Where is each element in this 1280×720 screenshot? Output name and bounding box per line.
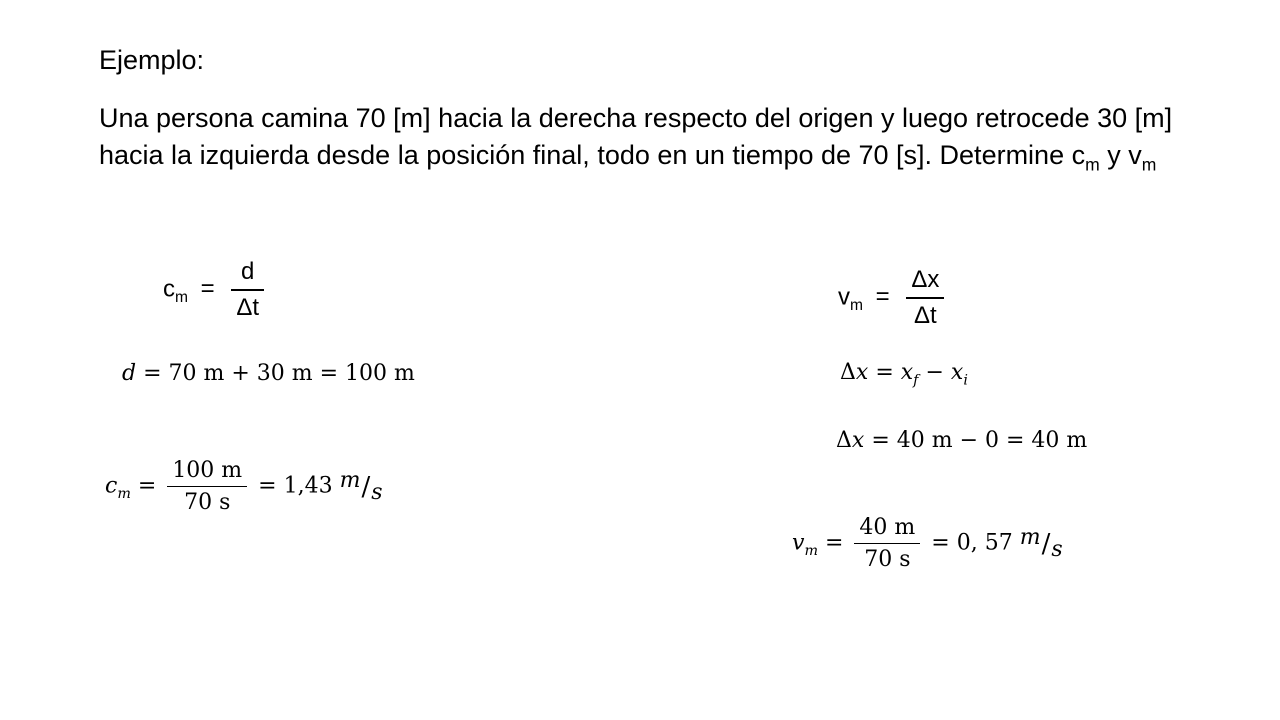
result-fraction (167, 458, 247, 515)
distance-expression: = 70 m + 30 m = 100 m (143, 361, 415, 386)
unit-meters-per-second: m/s (1019, 524, 1063, 562)
result-lhs-sub: m (804, 542, 818, 559)
displacement-definition: $\Delta x = x_f - x_i$ (840, 360, 968, 389)
vm-subscript: m (1141, 154, 1157, 175)
formula-fraction (906, 266, 944, 330)
distance-equation: d = 70 m + 30 m = 100 m (122, 361, 415, 386)
fraction-denominator: Δt (914, 302, 937, 329)
equals-sign: = (875, 283, 890, 311)
formula-lhs: c (163, 275, 175, 303)
fraction-numerator: 40 m (854, 515, 920, 544)
result-lhs: c (105, 473, 118, 499)
delta-symbol: Δ (836, 428, 852, 453)
average-velocity-formula (838, 266, 948, 330)
formula-lhs-sub: m (175, 289, 188, 307)
unit-denominator: s (371, 479, 383, 505)
unit-denominator: s (1051, 536, 1063, 562)
result-fraction (854, 515, 920, 572)
formula-fraction (231, 258, 264, 322)
displacement-expression: = 40 m − 0 = 40 m (871, 428, 1088, 453)
formula-lhs-sub: m (850, 297, 863, 315)
formula-lhs: v (838, 283, 850, 311)
average-speed-result: $c_m$ = $\frac{100 m}{70 s}$ = 1,43 m/s (105, 458, 383, 515)
fraction-numerator: Δx (906, 266, 944, 299)
problem-text: Una persona camina 70 [m] hacia la derecha respecto del origen y luego retrocede 30 [m] hacia la izquierda desde la posición final, todo en un tiempo de 70 [s]. Determine c (99, 103, 1173, 170)
displacement-value: Δx = 40 m − 0 = 40 m (836, 428, 1088, 453)
minus-sign: − (925, 360, 951, 385)
unit-numerator: m (339, 467, 361, 493)
problem-mid-text: y v (1099, 140, 1142, 170)
fraction-numerator: d (231, 258, 264, 291)
result-value: = 1,43 (258, 473, 333, 499)
fraction-numerator: 100 m (167, 458, 247, 487)
average-velocity-result: $v_m$ = $\frac{40 m}{70 s}$ = 0, 57 m/s (792, 515, 1063, 572)
equals-sign: = (875, 360, 901, 385)
problem-statement (99, 100, 1179, 183)
cm-subscript: m (1085, 154, 1100, 175)
delta-symbol: Δ (840, 360, 856, 385)
example-heading: Ejemplo: (99, 45, 205, 75)
fraction-denominator: 70 s (184, 490, 231, 515)
result-lhs: v (792, 530, 805, 556)
equals-sign: = (200, 275, 215, 303)
fraction-denominator: Δt (236, 294, 260, 321)
result-lhs-sub: m (117, 485, 131, 502)
result-value: = 0, 57 (931, 530, 1013, 556)
fraction-denominator: 70 s (864, 547, 911, 572)
unit-meters-per-second: m/s (339, 467, 383, 505)
unit-numerator: m (1019, 524, 1041, 550)
average-speed-formula (163, 258, 268, 322)
